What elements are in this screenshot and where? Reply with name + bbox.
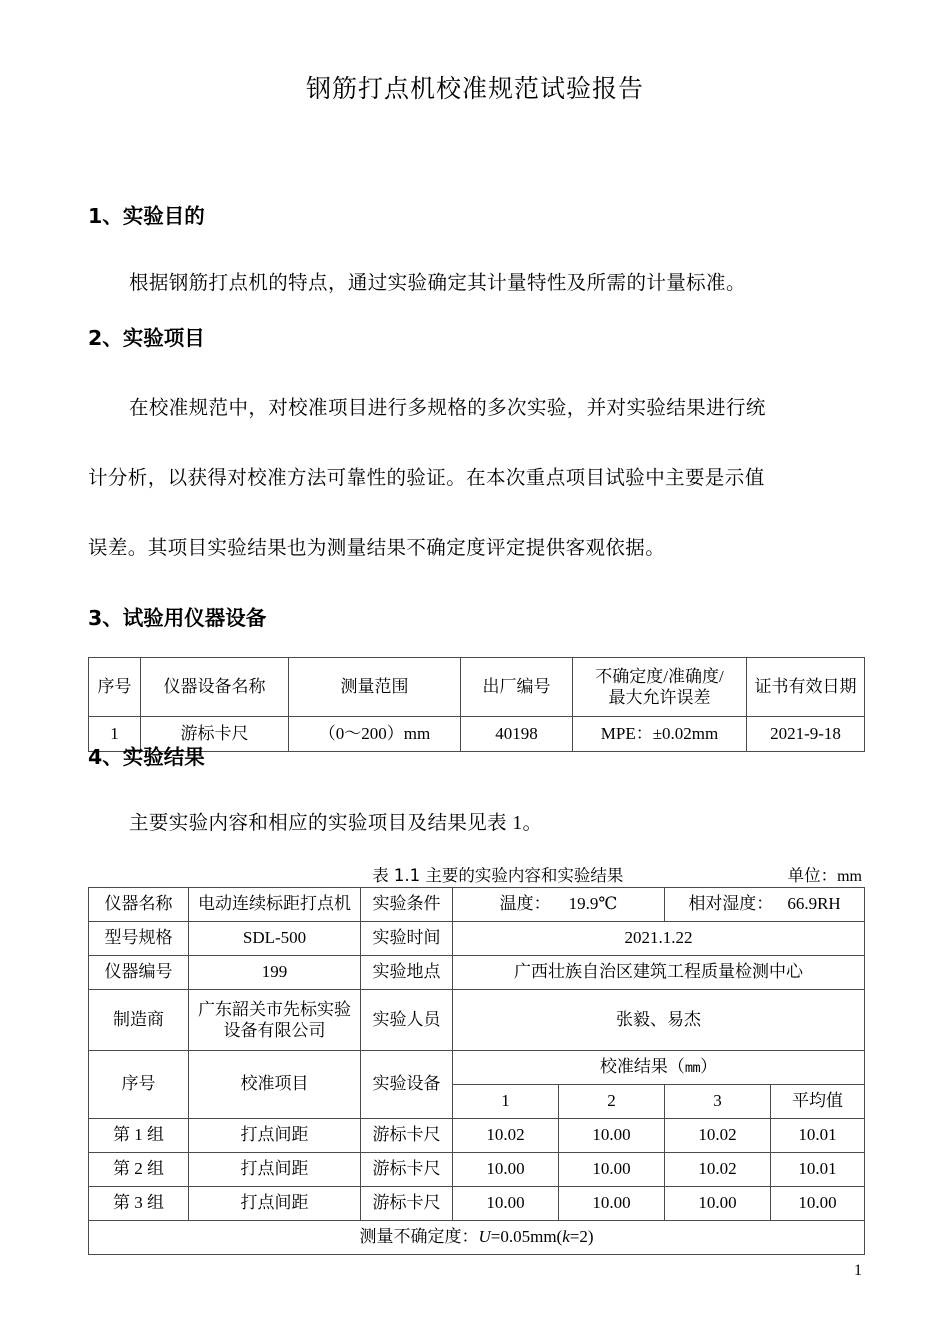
uncertainty-symbol-k: k bbox=[562, 1227, 570, 1247]
header-cell-accuracy bbox=[573, 658, 747, 717]
cell-calibration-item: 打点间距 bbox=[189, 1187, 361, 1221]
label-instrument-name: 仪器名称 bbox=[89, 888, 189, 922]
equipment-table bbox=[88, 657, 865, 752]
cell-measure-1: 10.02 bbox=[453, 1119, 559, 1153]
table-header-row bbox=[89, 658, 865, 717]
label-test-time: 实验时间 bbox=[361, 922, 453, 956]
cell-calibration-item: 打点间距 bbox=[189, 1153, 361, 1187]
uncertainty-prefix: 测量不确定度： bbox=[359, 1227, 479, 1247]
section-heading-2: 2、实验项目 bbox=[88, 326, 205, 350]
header-cell-average: 平均值 bbox=[771, 1085, 865, 1119]
cell-average: 10.01 bbox=[771, 1153, 865, 1187]
table-row-instrument-number bbox=[89, 956, 865, 990]
value-model: SDL-500 bbox=[189, 922, 361, 956]
table-row bbox=[89, 1119, 865, 1153]
results-table-unit bbox=[788, 862, 864, 886]
unit-value: mm bbox=[837, 868, 862, 885]
value-manufacturer-line1: 广东韶关市先标实验 bbox=[198, 999, 351, 1019]
results-table-wrap bbox=[88, 887, 865, 1255]
value-test-time: 2021.1.22 bbox=[453, 922, 865, 956]
header-cell-calibration-item: 校准项目 bbox=[189, 1051, 361, 1119]
uncertainty-suffix: =2) bbox=[569, 1227, 594, 1247]
cell-test-equipment: 游标卡尺 bbox=[361, 1153, 453, 1187]
section-4-paragraph-wrap bbox=[88, 810, 864, 838]
results-table-caption-row bbox=[88, 862, 864, 886]
cell-measure-1: 10.00 bbox=[453, 1153, 559, 1187]
section-2-heading-wrap bbox=[88, 325, 864, 352]
paragraph: 根据钢筋打点机的特点，通过实验确定其计量特性及所需的计量标准。 bbox=[128, 273, 746, 294]
results-table bbox=[88, 887, 865, 1255]
header-cell-accuracy-line1: 不确定度/准确度/ bbox=[595, 666, 724, 686]
cell-accuracy: MPE：±0.02mm bbox=[573, 717, 747, 752]
table-row-model bbox=[89, 922, 865, 956]
humidity-label: 相对湿度： bbox=[688, 894, 774, 914]
value-instrument-name: 电动连续标距打点机 bbox=[189, 888, 361, 922]
header-cell-measure-2: 2 bbox=[559, 1085, 665, 1119]
cell-cert-date: 2021-9-18 bbox=[747, 717, 865, 752]
cell-serial: 40198 bbox=[461, 717, 573, 752]
header-cell-accuracy-line2: 最大允许误差 bbox=[608, 688, 711, 707]
header-cell-calibration-results bbox=[453, 1051, 865, 1085]
cell-measure-2: 10.00 bbox=[559, 1119, 665, 1153]
page-title: 钢筋打点机校准规范试验报告 bbox=[305, 76, 644, 103]
value-manufacturer bbox=[189, 990, 361, 1051]
cell-average: 10.00 bbox=[771, 1187, 865, 1221]
section-2-paragraph-line-3-wrap bbox=[88, 535, 864, 563]
cell-range: （0～200）mm bbox=[289, 717, 461, 752]
temperature-value: 19.9℃ bbox=[568, 894, 618, 914]
header-cell-measure-3: 3 bbox=[665, 1085, 771, 1119]
header-cell-serial: 出厂编号 bbox=[461, 658, 573, 717]
cell-test-equipment: 游标卡尺 bbox=[361, 1119, 453, 1153]
header-cell-measure-1: 1 bbox=[453, 1085, 559, 1119]
cell-calibration-item: 打点间距 bbox=[189, 1119, 361, 1153]
unit-label: 单位： bbox=[787, 866, 838, 885]
equipment-table-wrap bbox=[88, 657, 865, 752]
paragraph: 在校准规范中，对校准项目进行多规格的多次实验，并对实验结果进行统 bbox=[128, 398, 766, 419]
section-1-heading-wrap bbox=[88, 203, 864, 230]
cell-name: 游标卡尺 bbox=[141, 717, 289, 752]
header-cell-group-index: 序号 bbox=[89, 1051, 189, 1119]
table-header-row-results-top bbox=[89, 1051, 865, 1085]
uncertainty-mid: =0.05mm( bbox=[490, 1227, 563, 1247]
section-3-heading-wrap bbox=[88, 605, 864, 632]
value-manufacturer-line2: 设备有限公司 bbox=[223, 1021, 326, 1040]
cell-measure-3: 10.00 bbox=[665, 1187, 771, 1221]
table-row-instrument-name bbox=[89, 888, 865, 922]
cell-index: 1 bbox=[89, 717, 141, 752]
label-model: 型号规格 bbox=[89, 922, 189, 956]
results-table-caption-wrap bbox=[88, 862, 864, 886]
header-cell-cert-date: 证书有效日期 bbox=[747, 658, 865, 717]
temperature-label: 温度： bbox=[499, 894, 551, 914]
value-personnel: 张毅、易杰 bbox=[453, 990, 865, 1051]
value-temperature bbox=[453, 888, 665, 922]
paragraph: 主要实验内容和相应的实验项目及结果见表 1。 bbox=[128, 813, 543, 834]
paragraph: 计分析，以获得对校准方法可靠性的验证。在本次重点项目试验中主要是示值 bbox=[88, 468, 765, 489]
cell-test-equipment: 游标卡尺 bbox=[361, 1187, 453, 1221]
section-heading-4: 4、实验结果 bbox=[88, 745, 205, 769]
table-row-manufacturer bbox=[89, 990, 865, 1051]
section-2-paragraph-line-1-wrap bbox=[88, 395, 864, 423]
section-heading-3: 3、试验用仪器设备 bbox=[88, 606, 267, 630]
paragraph: 误差。其项目实验结果也为测量结果不确定度评定提供客观依据。 bbox=[88, 538, 666, 559]
table-row bbox=[89, 1187, 865, 1221]
cell-measure-3: 10.02 bbox=[665, 1119, 771, 1153]
calibration-results-title: 校准结果（ bbox=[599, 1057, 685, 1077]
cell-group-index: 第 2 组 bbox=[89, 1153, 189, 1187]
section-1-paragraph-wrap bbox=[88, 270, 864, 298]
header-cell-range: 测量范围 bbox=[289, 658, 461, 717]
value-humidity bbox=[665, 888, 865, 922]
cell-average: 10.01 bbox=[771, 1119, 865, 1153]
uncertainty-symbol-u: U bbox=[478, 1227, 491, 1247]
header-cell-test-equipment: 实验设备 bbox=[361, 1051, 453, 1119]
calibration-results-unit: mm bbox=[684, 1060, 701, 1077]
header-cell-index: 序号 bbox=[89, 658, 141, 717]
cell-group-index: 第 3 组 bbox=[89, 1187, 189, 1221]
value-instrument-number: 199 bbox=[189, 956, 361, 990]
humidity-value: 66.9RH bbox=[787, 894, 841, 914]
header-cell-name: 仪器设备名称 bbox=[141, 658, 289, 717]
cell-measure-3: 10.02 bbox=[665, 1153, 771, 1187]
cell-measure-2: 10.00 bbox=[559, 1153, 665, 1187]
section-heading-1: 1、实验目的 bbox=[88, 204, 205, 228]
label-personnel: 实验人员 bbox=[361, 990, 453, 1051]
calibration-results-title-end: ） bbox=[700, 1057, 718, 1077]
section-2-paragraph-line-2-wrap bbox=[88, 465, 864, 493]
label-manufacturer: 制造商 bbox=[89, 990, 189, 1051]
label-instrument-number: 仪器编号 bbox=[89, 956, 189, 990]
value-test-location: 广西壮族自治区建筑工程质量检测中心 bbox=[453, 956, 865, 990]
cell-measure-2: 10.00 bbox=[559, 1187, 665, 1221]
label-test-location: 实验地点 bbox=[361, 956, 453, 990]
cell-measure-1: 10.00 bbox=[453, 1187, 559, 1221]
cell-uncertainty bbox=[89, 1221, 865, 1255]
table-row-uncertainty bbox=[89, 1221, 865, 1255]
cell-group-index: 第 1 组 bbox=[89, 1119, 189, 1153]
label-test-condition: 实验条件 bbox=[361, 888, 453, 922]
section-4-heading-wrap bbox=[88, 744, 864, 771]
results-table-caption: 表 1.1 主要的实验内容和实验结果 bbox=[372, 866, 624, 885]
table-row bbox=[89, 1153, 865, 1187]
page-number: 1 bbox=[854, 1262, 862, 1279]
